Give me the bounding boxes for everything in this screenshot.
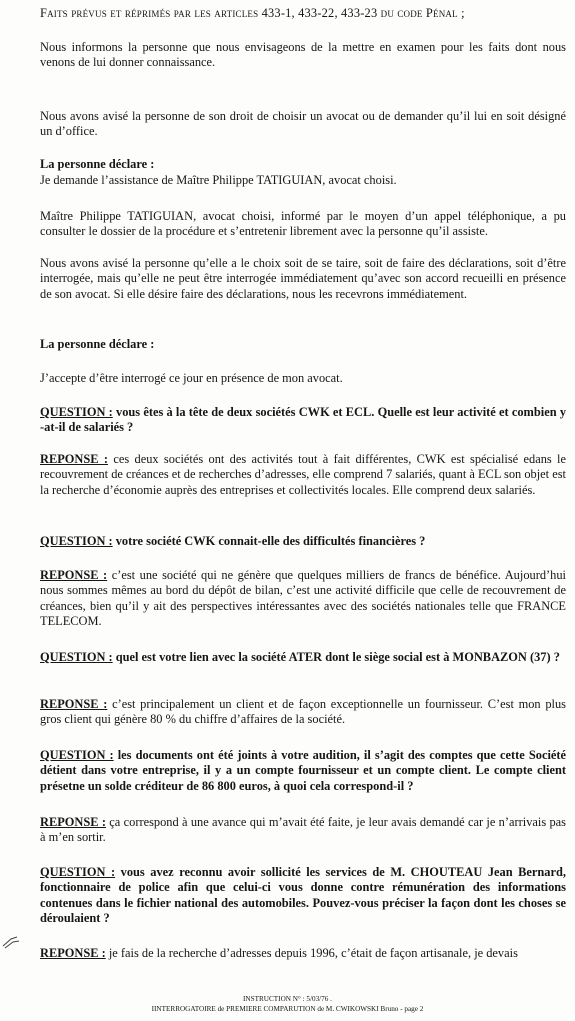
reponse-label: REPONSE : xyxy=(40,815,106,829)
paragraph-assistance: Je demande l’assistance de Maître Philippe TATIGUIAN, avocat choisi. xyxy=(40,173,397,187)
reponse-text: ça correspond à une avance qui m’avait été faite, je leur avais demandé car je n’arrivais pas à m’en sortir. xyxy=(40,815,566,845)
declare-label: La personne déclare : xyxy=(40,157,155,171)
question-label: QUESTION : xyxy=(40,748,114,762)
paragraph-mise-en-examen: Nous informons la personne que nous envisageons de la mettre en examen pour les faits dont nous venons de lui donner connaissance. xyxy=(40,40,566,70)
reponse-text: c’est une société qui ne génère que quelques milliers de francs de bénéfice. Aujourd’hui nous sommes mêmes au bord du dépôt de bilan, c’est une activité difficile que celle de recouvrement de créances, bien qu’il y ait des perspectives intéressantes avec des sociétés nationales telle que FRANCE TELECOM. xyxy=(40,568,566,629)
paragraph-droit-avocat: Nous avons avisé la personne de son droit de choisir un avocat ou de demander qu’il lui en soit désigné un d’office. xyxy=(40,109,566,139)
paragraph-droit-silence: Nous avons avisé la personne qu’elle a le choix soit de se taire, soit de faire des déclarations, soit d’être interrogée, mais qu’elle ne peut être interrogée immédiatement qu’avec son accord recueilli en présence de son avocat. Si elle désire faire des déclarations, nous les recevrons immédiatement. xyxy=(40,256,566,301)
scan-mark-icon xyxy=(2,936,20,950)
question-label: QUESTION : xyxy=(40,405,113,419)
reponse-5 xyxy=(40,946,566,961)
question-5 xyxy=(40,865,566,927)
reponse-3 xyxy=(40,697,566,728)
reponse-label: REPONSE : xyxy=(40,946,106,960)
question-4 xyxy=(40,748,566,794)
footer-interrogatoire: IINTERROGATOIRE de PREMIERE COMPARUTION de M. CWIKOWSKI Bruno - page 2 xyxy=(151,1005,424,1013)
question-label: QUESTION : xyxy=(40,534,113,548)
question-2 xyxy=(40,534,566,549)
question-text: votre société CWK connait-elle des difficultés financières ? xyxy=(112,534,426,548)
question-label: QUESTION : xyxy=(40,865,116,879)
reponse-label: REPONSE : xyxy=(40,568,108,582)
declare-label-2: La personne déclare : xyxy=(40,337,155,351)
reponse-2 xyxy=(40,568,566,630)
question-text: quel est votre lien avec la société ATER dont le siège social est à MONBAZON (37) ? xyxy=(112,650,560,664)
legal-articles-line: Faits prévus et réprimés par les articles 433-1, 433-22, 433-23 du code Pénal ; xyxy=(40,6,465,20)
question-label: QUESTION : xyxy=(40,650,113,664)
question-text: les documents ont été joints à votre audition, il s’agit des comptes que cette Société détient dans votre entreprise, il y a un compte fournisseur et un compte client. Le compte client présetne un solde créditeur de 86 800 euros, à quoi cela correspond-il ? xyxy=(40,748,567,793)
question-text: vous êtes à la tête de deux sociétés CWK et ECL. Quelle est leur activité et combien y -at-il de salariés ? xyxy=(40,405,567,435)
paragraph-acceptation: J’accepte d’être interrogé ce jour en présence de mon avocat. xyxy=(40,371,343,385)
paragraph-avocat-informe: Maître Philippe TATIGUIAN, avocat choisi, informé par le moyen d’un appel téléphonique, a pu consulter le dossier de la procédure et s’entretenir librement avec la personne qu’il assiste. xyxy=(40,209,566,239)
question-text: vous avez reconnu avoir sollicité les services de M. CHOUTEAU Jean Bernard, fonctionnaire de police afin que celui-ci vous donne contre rémunération des informations contenues dans le fichier national des automobiles. Pouvez-vous préciser la façon dont les choses se déroulaient ? xyxy=(40,865,566,926)
reponse-text: je fais de la recherche d’adresses depuis 1996, c’était de façon artisanale, je devais xyxy=(105,946,518,960)
reponse-1 xyxy=(40,452,566,498)
reponse-text: c’est principalement un client et de façon exceptionnelle un fournisseur. C’est mon plus gros client qui génère 80 % du chiffre d’affaires de la société. xyxy=(40,697,566,727)
question-3 xyxy=(40,650,566,665)
footer-instruction: INSTRUCTION N° : 5/03/76 . xyxy=(243,995,332,1003)
reponse-label: REPONSE : xyxy=(40,697,108,711)
question-1 xyxy=(40,405,566,436)
reponse-4 xyxy=(40,815,566,846)
reponse-label: REPONSE : xyxy=(40,452,108,466)
reponse-text: ces deux sociétés ont des activités tout à fait différentes, CWK est spécialisé edans le recouvrement de créances et de recherches d’adresses, elle comprend 7 salariés, quant à ECL son objet est la recherche d’économie auprès des entreprises et collectivités locales. Elle comprend deux salariés. xyxy=(40,452,567,497)
